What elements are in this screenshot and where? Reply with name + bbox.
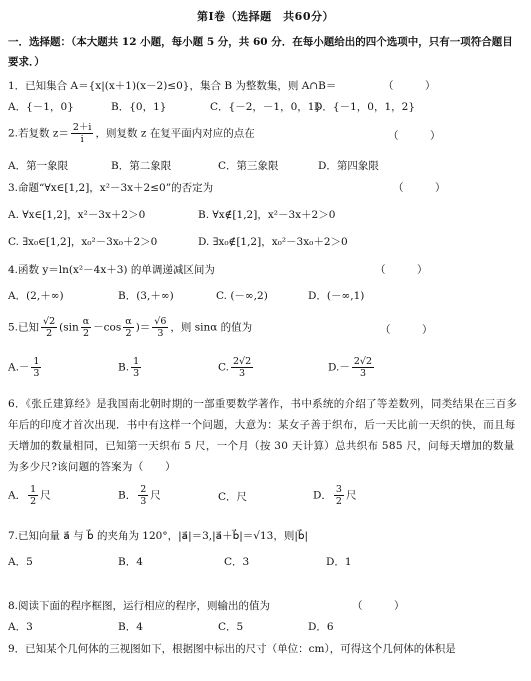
numerator: 1 [30, 484, 37, 495]
option-c: C．3 [224, 556, 250, 568]
question-6: 6．《张丘建算经》是我国南北朝时期的一部重要数学著作，书中系统的介绍了等差数列，同类结果在三百多年后的印度才首次出现．书中有这样一个问题，大意为：某女子善于织布，后一天比前一天织的快，而且每天增加的数量相同，已知第一天织布 5 尺，一个月（按 30 天计算）总共织布 585 尺，问每天增加的数量为多少尺?该问题的答案为（ ） [8, 398, 518, 473]
question-4-answer-paren: （ ） [375, 264, 428, 276]
question-9 [8, 641, 523, 656]
denominator: 3 [33, 368, 40, 379]
question-3 [8, 180, 523, 195]
option-d: D．第四象限 [318, 160, 379, 172]
option-c: C．{－2，－1，0，1} [210, 101, 322, 113]
option-label: D.－ [328, 361, 350, 374]
question-5 [8, 316, 523, 339]
option-a: A. ∀x∈[1,2]，x²－3x＋2＞0 [8, 209, 146, 221]
option-b: B．{0，1} [111, 101, 167, 113]
unit: 尺 [236, 491, 248, 503]
option-label: B． [118, 489, 137, 502]
option-b: B．4 [118, 621, 143, 633]
question-8-stem: 8.阅读下面的程序框图，运行相应的程序，则输出的值为 [8, 600, 271, 612]
option-c [218, 489, 247, 504]
question-5-answer-paren: （ ） [380, 324, 433, 336]
numerator: 3 [335, 484, 342, 495]
unit: 尺 [150, 489, 161, 502]
fraction [31, 356, 41, 379]
question-3-stem: 3.命题“∀x∈[1,2]，x²－3x＋2≤0”的否定为 [8, 182, 214, 194]
denominator: 3 [157, 328, 164, 339]
denominator: 3 [133, 368, 140, 379]
option-label: C. [218, 361, 229, 374]
option-a: A．{－1，0} [8, 101, 74, 113]
option-a: A．5 [8, 556, 33, 568]
question-8-answer-paren: （ ） [352, 600, 405, 612]
numerator: α [125, 316, 132, 327]
numerator: 2＋i [72, 122, 92, 133]
page-title: 第Ⅰ卷（选择题 共60分） [197, 10, 334, 23]
unit: 尺 [345, 489, 357, 502]
expression: －cos [93, 321, 122, 334]
question-3-options-row1 [8, 207, 523, 225]
question-4-options [8, 288, 523, 306]
option-label: A.－ [8, 361, 30, 374]
question-4 [8, 262, 523, 277]
denominator: 2 [82, 328, 89, 339]
option-a [8, 484, 51, 507]
question-1-answer-paren: （ ） [383, 80, 436, 92]
option-b: B．第二象限 [111, 160, 172, 172]
denominator: 3 [140, 496, 147, 507]
option-label: C． [218, 491, 237, 503]
option-d: D．6 [308, 621, 334, 633]
numerator: 1 [33, 356, 40, 367]
question-7-stem: 7.已知向量 a⃗ 与 b⃗ 的夹角为 120°，|a⃗|＝3,|a⃗＋b⃗|＝√13，则|b⃗| [8, 530, 309, 542]
expression: (sin [59, 321, 79, 334]
option-b: B．4 [118, 556, 143, 568]
option-a: A．第一象限 [8, 160, 69, 172]
denominator: i [80, 134, 84, 145]
numerator: 2 [140, 484, 147, 495]
fraction [123, 316, 133, 339]
numerator: 1 [133, 356, 140, 367]
option-label: D． [313, 489, 332, 502]
denominator: 2 [125, 328, 132, 339]
denominator: 2 [335, 496, 342, 507]
question-2-stem-pre: 2.若复数 z＝ [8, 127, 69, 140]
question-3-options-row2 [8, 234, 523, 252]
option-a: A．3 [8, 621, 33, 633]
question-2 [8, 122, 523, 145]
numerator: 2√2 [353, 356, 373, 367]
fraction [334, 484, 344, 507]
numerator: 2√2 [233, 356, 252, 367]
question-2-options [8, 158, 523, 176]
option-label: A． [8, 489, 27, 502]
option-a: A．(2,＋∞) [8, 290, 64, 302]
question-5-options [8, 356, 523, 384]
fraction [41, 316, 57, 339]
question-5-stem-post: ，则 sinα 的值为 [170, 321, 253, 334]
question-9-stem: 9．已知某个几何体的三视图如下，根据图中标出的尺寸（单位：cm），可得这个几何体的体积是 [8, 643, 456, 655]
option-d [313, 484, 356, 507]
section-instructions: 一．选择题：（本大题共 12 小题，每小题 5 分，共 60 分．在每小题给出的四个选项中，只有一项符合题目要求．） [8, 36, 513, 68]
option-d [328, 356, 376, 379]
option-c: C. (－∞,2) [216, 290, 268, 302]
option-c: C. ∃x₀∈[1,2]，x₀²－3x₀＋2＞0 [8, 236, 158, 248]
fraction [352, 356, 374, 379]
question-5-stem-pre: 5.已知 [8, 321, 40, 334]
denominator: 2 [46, 328, 53, 339]
numerator: √2 [43, 316, 56, 327]
option-b: B. ∀x∉[1,2]，x²－3x＋2＞0 [198, 209, 336, 221]
expression: )＝ [135, 321, 151, 334]
question-4-stem: 4.函数 y＝ln(x²－4x＋3) 的单调递减区间为 [8, 264, 215, 276]
option-c: C．第三象限 [218, 160, 279, 172]
question-7 [8, 528, 523, 543]
fraction [71, 122, 94, 145]
option-d: D．{－1，0，1，2} [314, 101, 416, 113]
fraction [152, 316, 168, 339]
unit: 尺 [40, 489, 51, 502]
option-d: D．1 [326, 556, 352, 568]
fraction [131, 356, 141, 379]
question-8 [8, 598, 523, 613]
denominator: 2 [30, 496, 37, 507]
denominator: 3 [359, 368, 366, 379]
option-d: D．(－∞,1) [308, 290, 365, 302]
question-2-answer-paren: （ ） [388, 130, 441, 142]
question-6-options [8, 484, 523, 512]
numerator: √6 [154, 316, 167, 327]
option-b: B．(3,＋∞) [118, 290, 174, 302]
fraction [231, 356, 253, 379]
fraction [138, 484, 148, 507]
question-8-options [8, 619, 523, 637]
question-2-stem-post: ，则复数 z 在复平面内对应的点在 [95, 127, 255, 140]
question-7-options [8, 554, 523, 572]
denominator: 3 [239, 368, 246, 379]
option-b [118, 484, 161, 507]
fraction [28, 484, 38, 507]
option-c [218, 356, 255, 379]
question-1-options [8, 99, 523, 117]
option-d: D. ∃x₀∉[1,2]，x₀²－3x₀＋2＞0 [198, 236, 348, 248]
option-a [8, 356, 43, 379]
fraction [81, 316, 91, 339]
option-c: C．5 [218, 621, 244, 633]
question-3-answer-paren: （ ） [393, 182, 446, 194]
question-1 [8, 78, 523, 93]
question-1-stem: 1．已知集合 A＝{x|(x＋1)(x－2)≤0}，集合 B 为整数集，则 A∩B＝ [8, 80, 337, 92]
option-label: B. [118, 361, 130, 374]
option-b [118, 356, 143, 379]
numerator: α [82, 316, 90, 327]
